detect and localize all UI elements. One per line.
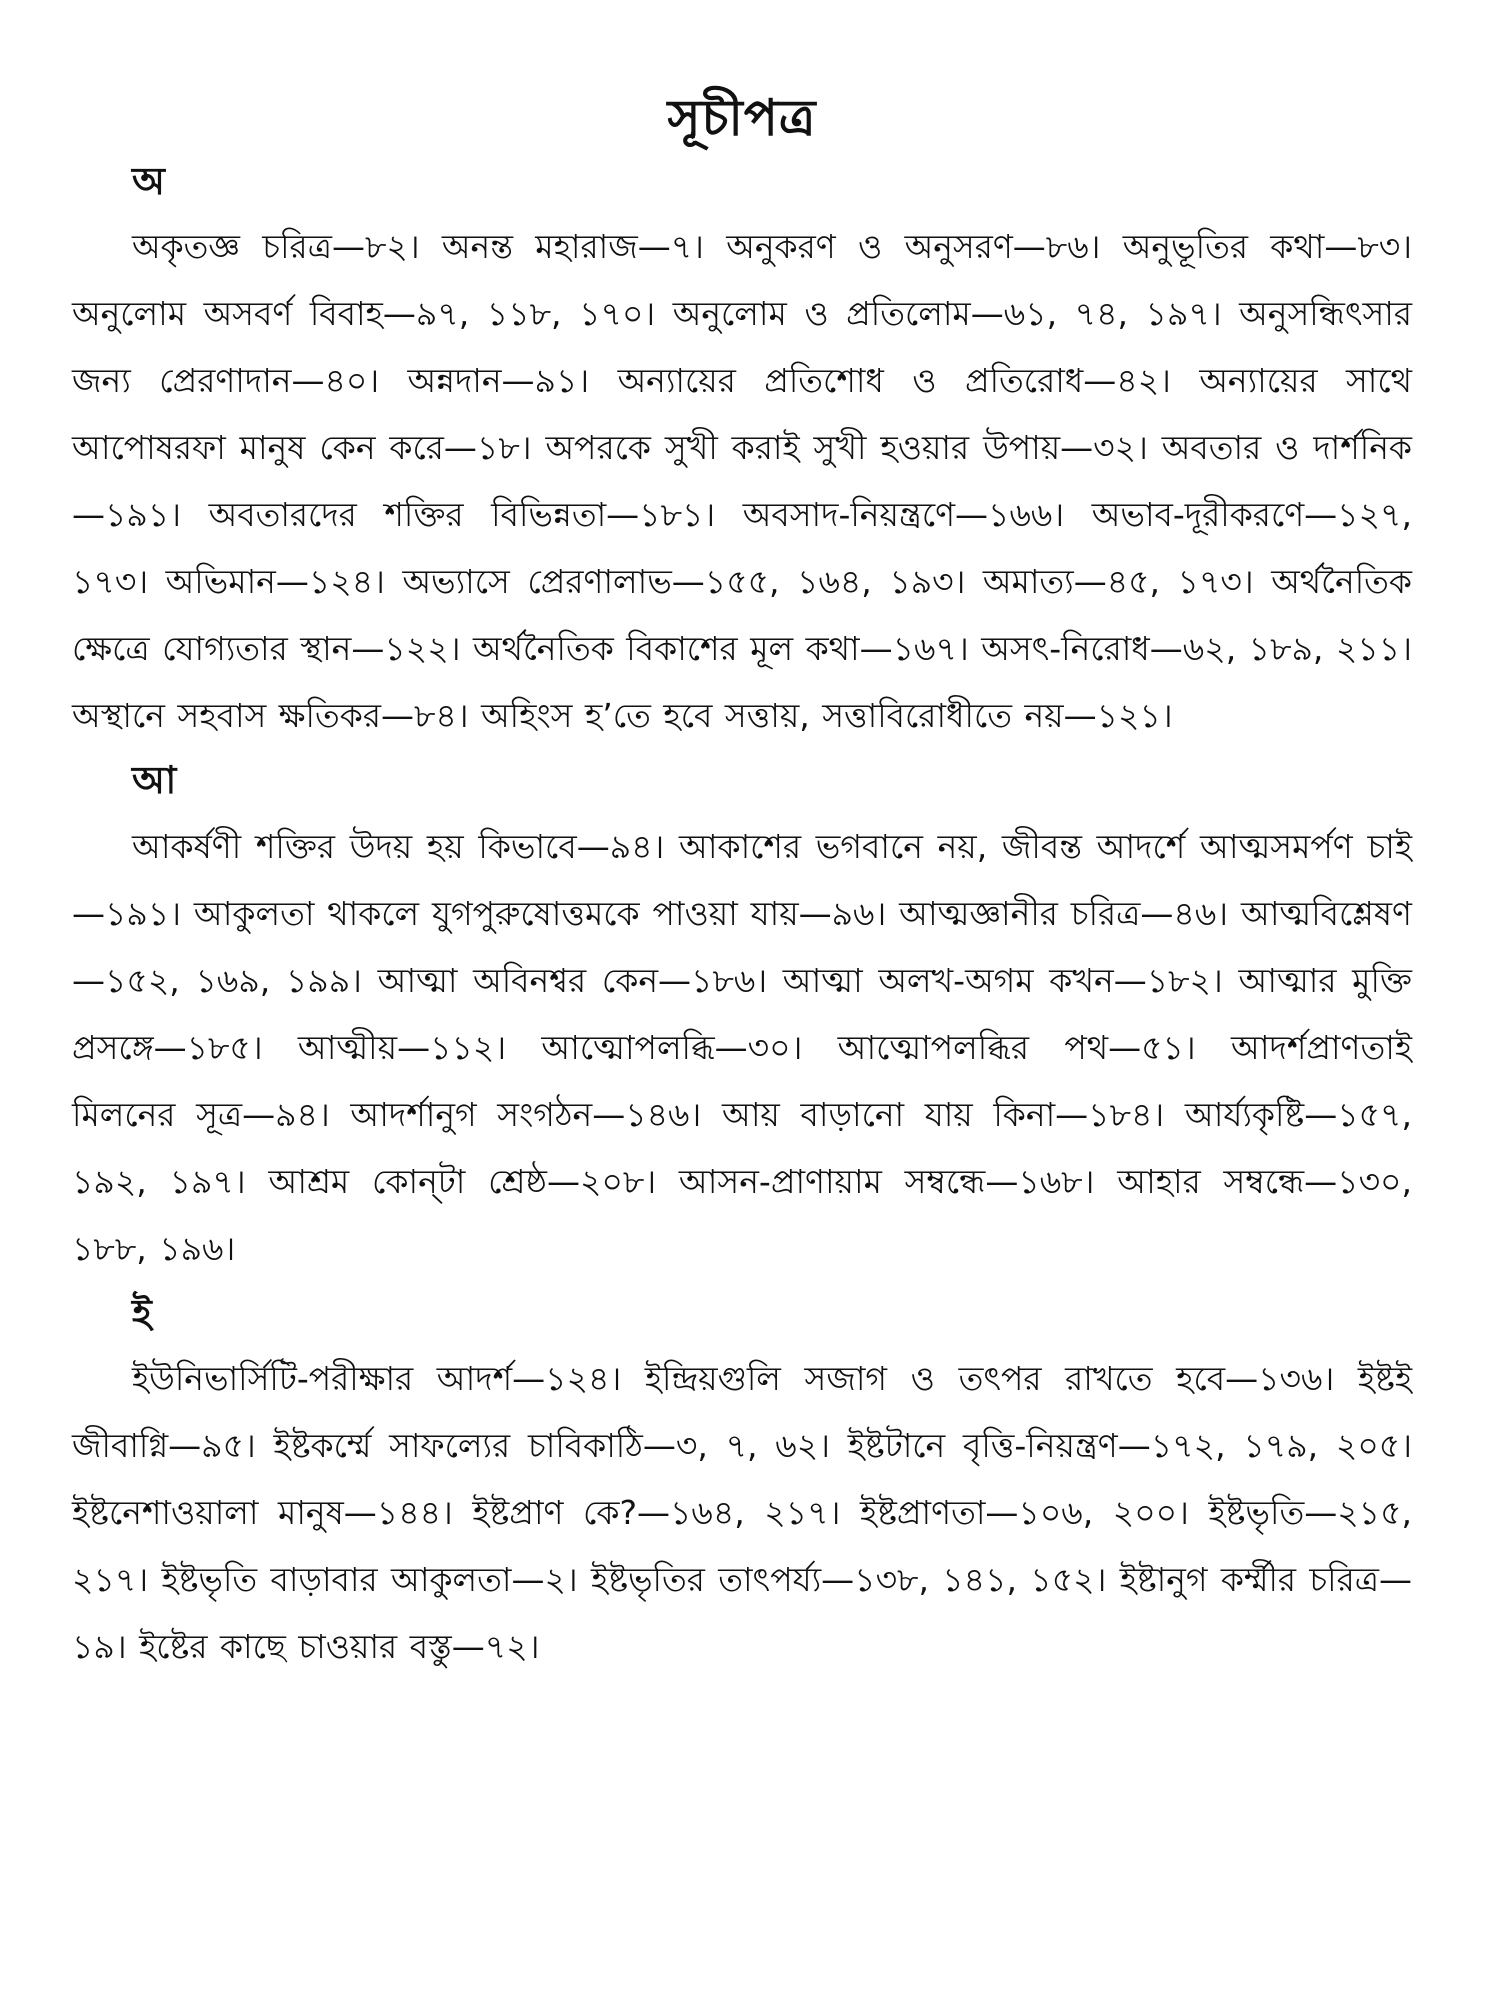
index-entries: ইউনিভার্সিটি-পরীক্ষার আদর্শ—১২৪। ইন্দ্রিয়গুলি সজাগ ও তৎপর রাখতে হবে—১৩৬। ইষ্টই জীবাগ্নি—৯৫। ইষ্টকর্ম্মে সাফল্যের চাবিকাঠি—৩, ৭, ৬২। ইষ্টটানে বৃত্তি-নিয়ন্ত্রণ—১৭২, ১৭৯, ২০৫। ইষ্টনেশাওয়ালা মানুষ—১৪৪। ইষ্টপ্রাণ কে?—১৬৪, ২১৭। ইষ্টপ্রাণতা—১০৬, ২০০। ইষ্টভৃতি—২১৫, ২১৭। ইষ্টভৃতি বাড়াবার আকুলতা—২। ইষ্টভৃতির তাৎপর্য্য—১৩৮, ১৪১, ১৫২। ইষ্টানুগ কর্ম্মীর চরিত্র—১৯। ইষ্টের কাছে চাওয়ার বস্তু—৭২। — [72, 1358, 1412, 1666]
index-section-i — [72, 1288, 1412, 1680]
page-title: সূচীপত্র — [667, 89, 817, 147]
index-entries: অকৃতজ্ঞ চরিত্র—৮২। অনন্ত মহারাজ—৭। অনুকরণ ও অনুসরণ—৮৬। অনুভূতির কথা—৮৩। অনুলোম অসবর্ণ বিবাহ—৯৭, ১১৮, ১৭০। অনুলোম ও প্রতিলোম—৬১, ৭৪, ১৯৭। অনুসন্ধিৎসার জন্য প্রেরণাদান—৪০। অন্নদান—৯১। অন্যায়ের প্রতিশোধ ও প্রতিরোধ—৪২। অন্যায়ের সাথে আপোষরফা মানুষ কেন করে—১৮। অপরকে সুখী করাই সুখী হওয়ার উপায়—৩২। অবতার ও দার্শনিক—১৯১। অবতারদের শক্তির বিভিন্নতা—১৮১। অবসাদ-নিয়ন্ত্রণে—১৬৬। অভাব-দূরীকরণে—১২৭, ১৭৩। অভিমান—১২৪। অভ্যাসে প্রেরণালাভ—১৫৫, ১৬৪, ১৯৩। অমাত্য—৪৫, ১৭৩। অর্থনৈতিক ক্ষেত্রে যোগ্যতার স্থান—১২২। অর্থনৈতিক বিকাশের মূল কথা—১৬৭। অসৎ-নিরোধ—৬২, ১৮৯, ২১১। অস্থানে সহবাস ক্ষতিকর—৮৪। অহিংস হ’তে হবে সত্তায়, সত্তাবিরোধীতে নয়—১২১। — [72, 227, 1412, 736]
section-heading: আ — [132, 758, 177, 803]
index-entries: আকর্ষণী শক্তির উদয় হয় কিভাবে—৯৪। আকাশের ভগবানে নয়, জীবন্ত আদর্শে আত্মসমর্পণ চাই—১৯১। আকুলতা থাকলে যুগপুরুষোত্তমকে পাওয়া যায়—৯৬। আত্মজ্ঞানীর চরিত্র—৪৬। আত্মবিশ্লেষণ—১৫২, ১৬৯, ১৯৯। আত্মা অবিনশ্বর কেন—১৮৬। আত্মা অলখ-অগম কখন—১৮২। আত্মার মুক্তি প্রসঙ্গে—১৮৫। আত্মীয়—১১২। আত্মোপলব্ধি—৩০। আত্মোপলব্ধির পথ—৫১। আদর্শপ্রাণতাই মিলনের সূত্র—৯৪। আদর্শানুগ সংগঠন—১৪৬। আয় বাড়ানো যায় কিনা—১৮৪। আর্য্যকৃষ্টি—১৫৭, ১৯২, ১৯৭। আশ্রম কোন্‌টা শ্রেষ্ঠ—২০৮। আসন-প্রাণায়াম সম্বন্ধে—১৬৮। আহার সম্বন্ধে—১৩০, ১৮৮, ১৯৬। — [72, 826, 1412, 1268]
section-heading: অ — [132, 159, 165, 203]
section-heading: ই — [132, 1290, 152, 1335]
index-section-a — [72, 156, 1412, 749]
index-section-aa — [72, 755, 1412, 1281]
